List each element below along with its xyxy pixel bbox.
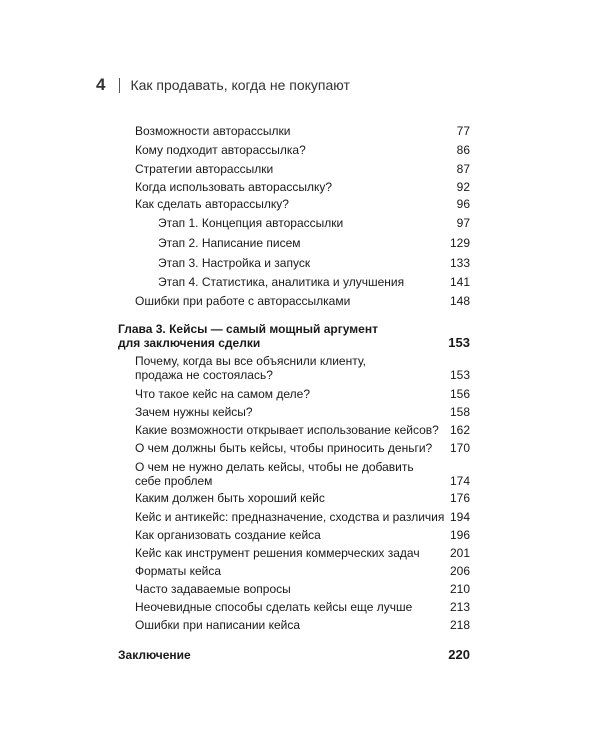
running-title: Как продавать, когда не покупают bbox=[130, 77, 350, 93]
toc-entry-page: 174 bbox=[449, 474, 470, 488]
toc-entry-page: 86 bbox=[456, 143, 470, 157]
toc-subentry-page: 133 bbox=[449, 256, 470, 270]
toc-entry-page: 87 bbox=[456, 162, 470, 176]
toc-entry bbox=[135, 387, 470, 401]
toc-subentry-page: 97 bbox=[456, 216, 470, 230]
toc-entry-page: 206 bbox=[449, 564, 470, 578]
toc-conclusion-page: 220 bbox=[448, 647, 470, 662]
toc-entry bbox=[135, 143, 470, 157]
toc-entry-title: Какие возможности открывает использование кейсов? bbox=[135, 423, 439, 437]
toc-entry-title: Стратегии авторассылки bbox=[135, 162, 274, 176]
toc-entry-page: 218 bbox=[449, 618, 470, 632]
toc-entry-title: Когда использовать авторассылку? bbox=[135, 180, 333, 194]
toc-entry-page: 210 bbox=[449, 582, 470, 596]
toc-entry-title bbox=[135, 354, 366, 382]
toc-entry bbox=[135, 528, 470, 542]
toc-entry-page: 170 bbox=[449, 441, 470, 455]
toc-entry bbox=[135, 180, 470, 194]
toc-subentry-title: Этап 2. Написание писем bbox=[158, 236, 301, 250]
toc-entry-title-line2: себе проблем bbox=[135, 474, 213, 488]
toc-entry bbox=[135, 162, 470, 176]
toc-entry-page: 96 bbox=[456, 197, 470, 211]
toc-entry-title: Каким должен быть хороший кейс bbox=[135, 491, 325, 505]
toc-subentry bbox=[158, 216, 470, 230]
toc-chapter-title-line1: Глава 3. Кейсы — самый мощный аргумент bbox=[118, 322, 378, 336]
toc-entry-title: Как организовать создание кейса bbox=[135, 528, 321, 542]
toc-subentry-page: 129 bbox=[449, 236, 470, 250]
toc-entry bbox=[135, 124, 470, 138]
toc-entry-page: 194 bbox=[449, 510, 470, 524]
toc-subentry-page: 141 bbox=[449, 275, 470, 289]
toc-entry bbox=[135, 491, 470, 505]
toc-entry-title: Зачем нужны кейсы? bbox=[135, 405, 253, 419]
toc-entry bbox=[135, 197, 470, 211]
toc-entry bbox=[135, 564, 470, 578]
toc-subentry bbox=[158, 236, 470, 250]
toc-conclusion-title: Заключение bbox=[118, 648, 191, 662]
toc-chapter-title bbox=[118, 322, 378, 350]
toc-entry-title: Как сделать авторассылку? bbox=[135, 197, 289, 211]
toc-entry-title: Возможности авторассылки bbox=[135, 124, 291, 138]
toc-subentry bbox=[158, 275, 470, 289]
toc-conclusion bbox=[118, 648, 470, 662]
toc-entry bbox=[135, 405, 470, 419]
toc-subentry bbox=[158, 256, 470, 270]
toc-chapter-title-line2: для заключения сделки bbox=[118, 336, 261, 350]
toc-entry bbox=[135, 582, 470, 596]
toc-entry bbox=[135, 618, 470, 632]
toc-entry bbox=[135, 546, 470, 560]
toc-entry-title: О чем должны быть кейсы, чтобы приносить деньги? bbox=[135, 441, 433, 455]
toc-entry-title-line2: продажа не состоялась? bbox=[135, 368, 273, 382]
toc-entry bbox=[135, 460, 470, 488]
toc-entry-title: Часто задаваемые вопросы bbox=[135, 582, 291, 596]
toc-chapter-heading bbox=[118, 322, 470, 350]
toc-entry-title: Кейс и антикейс: предназначение, сходства и различия bbox=[135, 510, 445, 524]
toc-entry bbox=[135, 423, 470, 437]
toc-entry bbox=[135, 354, 470, 382]
toc-entry bbox=[135, 441, 470, 455]
page-number: 4 bbox=[96, 75, 106, 94]
toc-entry bbox=[135, 600, 470, 614]
toc-entry-title-line1: Почему, когда вы все объяснили клиенту, bbox=[135, 354, 366, 368]
toc-entry-page: 158 bbox=[449, 405, 470, 419]
toc-entry-page: 153 bbox=[449, 368, 470, 382]
toc-subentry-title: Этап 3. Настройка и запуск bbox=[158, 256, 311, 270]
toc-entry-page: 77 bbox=[456, 124, 470, 138]
toc-chapter-page: 153 bbox=[448, 335, 470, 350]
toc-entry bbox=[135, 294, 470, 308]
toc-entry-title-line1: О чем не нужно делать кейсы, чтобы не добавить bbox=[135, 460, 414, 474]
toc-entry-title: Ошибки при работе с авторассылками bbox=[135, 294, 351, 308]
toc-entry-page: 213 bbox=[449, 600, 470, 614]
toc-entry-title: Ошибки при написании кейса bbox=[135, 618, 301, 632]
toc-entry bbox=[135, 510, 470, 524]
toc-entry-title: Неочевидные способы сделать кейсы еще лучше bbox=[135, 600, 413, 614]
toc-entry-title: Кому подходит авторассылка? bbox=[135, 143, 306, 157]
toc-entry-title: Форматы кейса bbox=[135, 564, 222, 578]
toc-entry-page: 148 bbox=[449, 294, 470, 308]
toc-entry-page: 92 bbox=[456, 180, 470, 194]
toc-entry-page: 156 bbox=[449, 387, 470, 401]
toc-subentry-title: Этап 1. Концепция авторассылки bbox=[158, 216, 344, 230]
toc-entry-page: 176 bbox=[449, 491, 470, 505]
toc-entry-title: Кейс как инструмент решения коммерческих задач bbox=[135, 546, 420, 560]
toc-entry-page: 162 bbox=[449, 423, 470, 437]
toc-entry-title: Что такое кейс на самом деле? bbox=[135, 387, 311, 401]
toc-subentry-title: Этап 4. Статистика, аналитика и улучшения bbox=[158, 275, 405, 289]
toc-entry-page: 196 bbox=[449, 528, 470, 542]
toc-entry-title bbox=[135, 460, 414, 488]
toc-entry-page: 201 bbox=[449, 546, 470, 560]
